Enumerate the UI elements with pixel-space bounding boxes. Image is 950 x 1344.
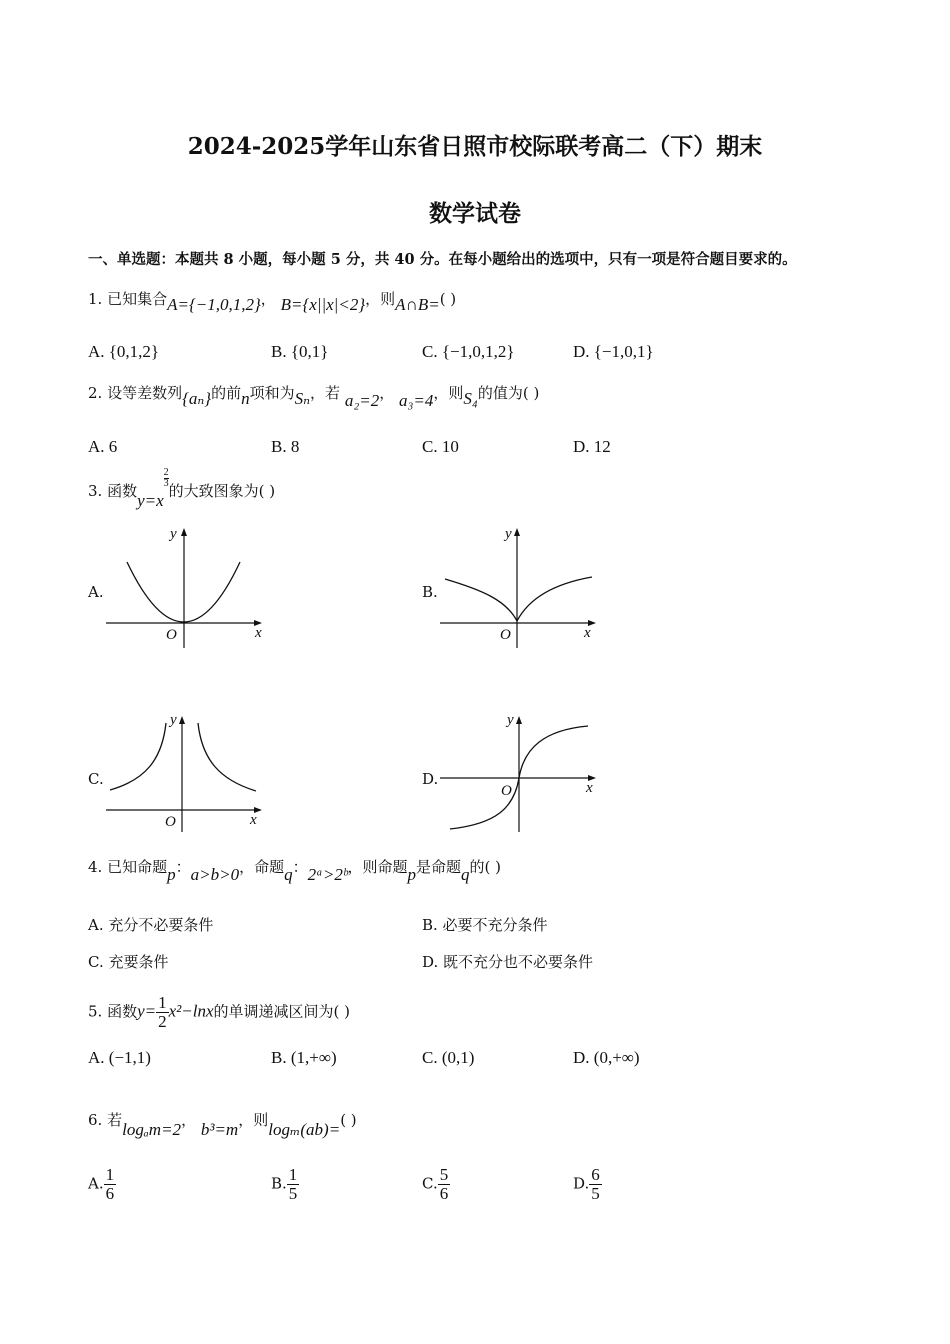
q5-option-b[interactable]: B. (1,+∞): [271, 1048, 337, 1067]
question-1: 1. 已知集合A={−1,0,1,2}， B={x||x|<2}，则A∩B=( ): [88, 290, 457, 314]
y-label: y: [170, 712, 177, 728]
q3-option-b-label[interactable]: B.: [422, 583, 438, 601]
origin-label: O: [501, 783, 512, 799]
origin-label: O: [500, 627, 511, 643]
q2-option-c[interactable]: C. 10: [422, 437, 459, 456]
curve: [445, 577, 592, 621]
q4-option-a[interactable]: A. 充分不必要条件: [88, 916, 214, 934]
q6-option-c[interactable]: C. $\frac{5}{6}$: [422, 1165, 449, 1203]
y-label: y: [505, 526, 512, 542]
q3-graph-d[interactable]: [434, 708, 604, 838]
q5-option-d[interactable]: D. (0,+∞): [573, 1048, 640, 1067]
q3-graph-c[interactable]: [100, 708, 270, 838]
y-label: y: [507, 712, 514, 728]
q1-option-d[interactable]: D. {−1,0,1}: [573, 342, 654, 361]
question-3: 3. 函数y=x $\frac{2}{3}$ 的大致图象为( ): [88, 467, 276, 510]
y-arrow: [514, 528, 520, 536]
q3-option-a-label[interactable]: A.: [88, 583, 104, 601]
y-arrow: [181, 528, 187, 536]
x-label: x: [250, 812, 257, 828]
x-label: x: [255, 625, 262, 641]
y-arrow: [179, 716, 185, 724]
exam-subtitle: 数学试卷: [429, 200, 521, 227]
q4-option-b[interactable]: B. 必要不充分条件: [422, 916, 548, 934]
q1-option-b[interactable]: B. {0,1}: [271, 342, 329, 361]
x-label: x: [586, 780, 593, 796]
question-4: 4. 已知命题p：a>b>0，命题q：2ᵃ>2ᵇ，则命题p是命题q的( ): [88, 858, 501, 884]
q3-option-c-label[interactable]: C.: [88, 770, 104, 788]
q1-option-c[interactable]: C. {−1,0,1,2}: [422, 342, 515, 361]
y-arrow: [516, 716, 522, 724]
q2-option-a[interactable]: A. 6: [88, 437, 118, 456]
question-6: 6. 若logₐm=2， b³=m，则logₘ(ab)=( ): [88, 1111, 357, 1139]
q6-option-a[interactable]: A. $\frac{1}{6}$: [88, 1165, 115, 1203]
curve-right: [198, 723, 256, 791]
x-label: x: [584, 625, 591, 641]
question-2: 2. 设等差数列{aₙ}的前n项和为Sₙ，若 a₂=2， a₃=4，则S₄的值为( ): [88, 384, 540, 410]
question-5: 5. 函数y= $\frac{1}{2}$ x²−lnx的单调递减区间为( ): [88, 993, 351, 1031]
q1-option-a[interactable]: A. {0,1,2}: [88, 342, 160, 361]
q3-graph-b[interactable]: [434, 520, 604, 650]
q6-option-b[interactable]: B. $\frac{1}{5}$: [271, 1165, 298, 1203]
q3-option-d-label[interactable]: D.: [422, 770, 439, 788]
exam-title: 2024-2025学年山东省日照市校际联考高二（下）期末: [187, 133, 763, 160]
q3-graph-a[interactable]: [100, 520, 270, 650]
q5-option-a[interactable]: A. (−1,1): [88, 1048, 151, 1067]
section-heading: 一、单选题：本题共 8 小题，每小题 5 分，共 40 分。在每小题给出的选项中，只有一项是符合题目要求的。: [88, 251, 797, 268]
q2-option-d[interactable]: D. 12: [573, 437, 611, 456]
origin-label: O: [165, 814, 176, 830]
curve-left: [110, 723, 166, 790]
q6-option-d[interactable]: D. $\frac{6}{5}$: [573, 1165, 600, 1203]
q4-option-c[interactable]: C. 充要条件: [88, 953, 169, 971]
q4-option-d[interactable]: D. 既不充分也不必要条件: [422, 953, 594, 971]
origin-label: O: [166, 627, 177, 643]
q5-option-c[interactable]: C. (0,1): [422, 1048, 475, 1067]
y-label: y: [170, 526, 177, 542]
q2-option-b[interactable]: B. 8: [271, 437, 300, 456]
